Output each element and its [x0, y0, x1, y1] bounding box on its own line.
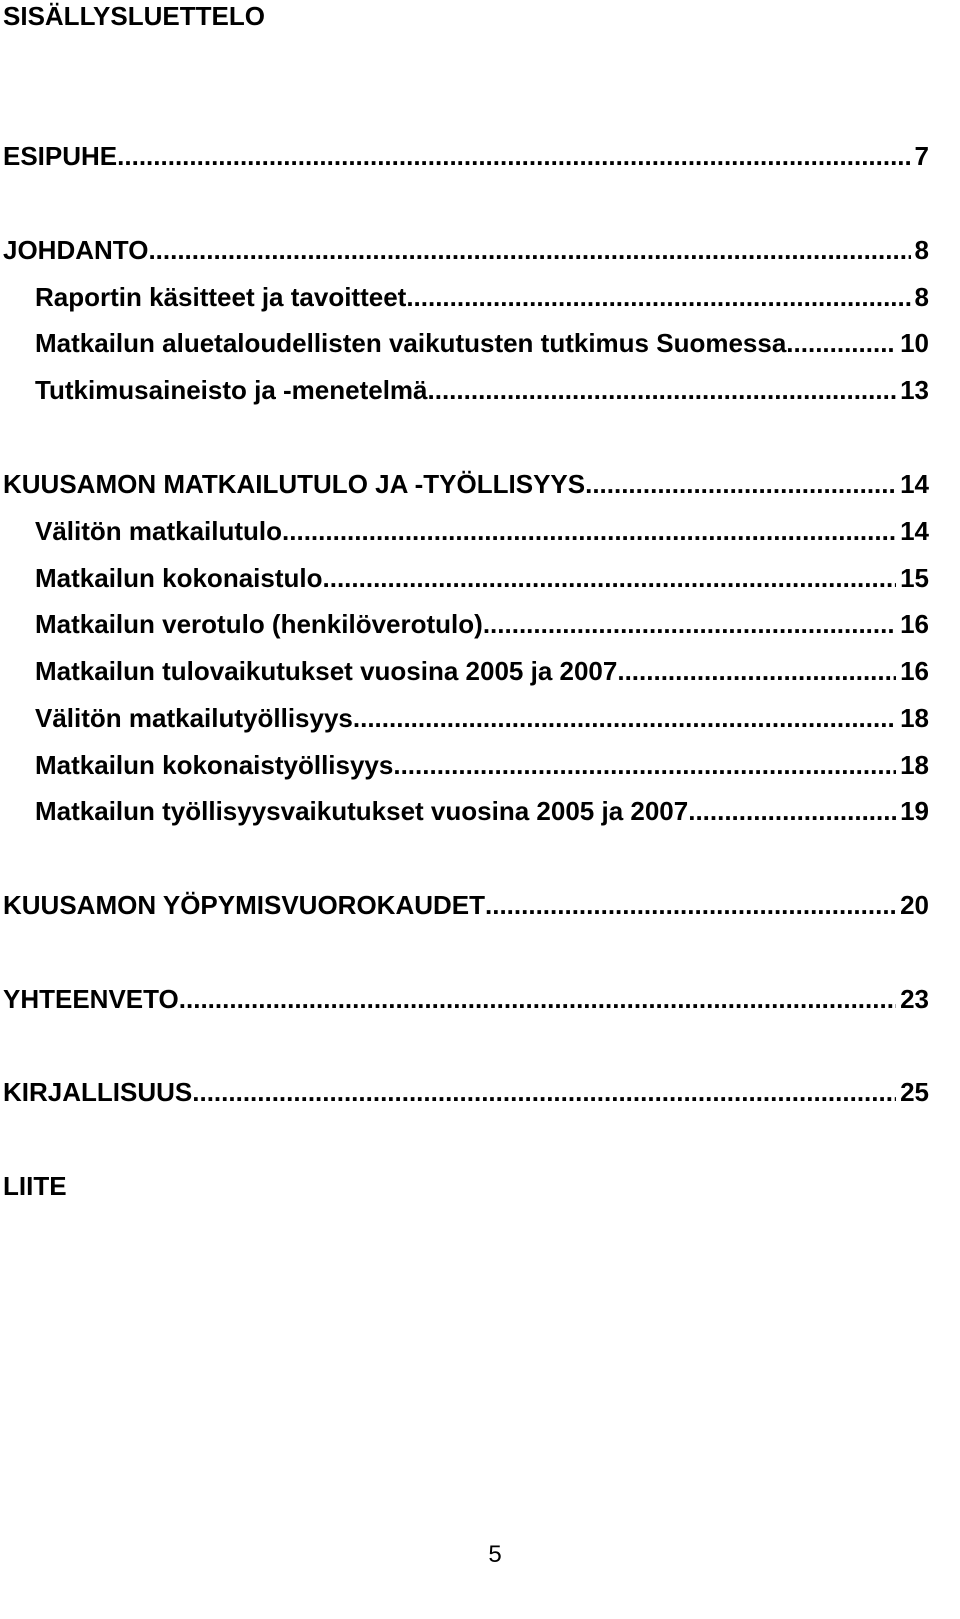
toc-entry-title: KIRJALLISUUS — [3, 1077, 193, 1107]
toc-entry-page: 14 — [900, 516, 929, 546]
dot-leader — [323, 562, 897, 594]
toc-entry-kirjallisuus[interactable] — [3, 1076, 929, 1108]
toc-entry-page: 16 — [900, 656, 929, 686]
toc-entry-page: 19 — [900, 796, 929, 826]
toc-entry-title: KUUSAMON YÖPYMISVUOROKAUDET — [3, 890, 486, 920]
toc-entry-title: Raportin käsitteet ja tavoitteet — [35, 282, 407, 312]
dot-leader — [688, 795, 896, 827]
toc-entry-title: Matkailun työllisyysvaikutukset vuosina 2005 ja 2007 — [35, 796, 689, 826]
toc-entry-title: Välitön matkailutyöllisyys — [35, 703, 353, 733]
dot-leader — [282, 515, 896, 547]
toc-entry-verotulo[interactable] — [35, 608, 929, 640]
toc-entry-liite[interactable] — [3, 1170, 929, 1202]
toc-entry-title: ESIPUHE — [3, 141, 118, 171]
toc-entry-page: 25 — [900, 1077, 929, 1107]
toc-entry-page: 14 — [900, 469, 929, 499]
dot-leader — [483, 608, 896, 640]
dot-leader — [353, 702, 896, 734]
dot-leader — [406, 281, 910, 313]
toc-entry-page: 15 — [900, 563, 929, 593]
toc-entry-johdanto[interactable] — [3, 234, 929, 266]
dot-leader — [786, 327, 896, 359]
dot-leader — [617, 655, 896, 687]
dot-leader — [428, 374, 897, 406]
dot-leader — [148, 234, 910, 266]
dot-leader — [393, 749, 896, 781]
toc-entry-title: JOHDANTO — [3, 235, 149, 265]
toc-entry-page: 7 — [914, 141, 929, 171]
page-number: 5 — [488, 1541, 502, 1568]
toc-entry-esipuhe[interactable] — [3, 140, 929, 172]
toc-entry-title: Tutkimusaineisto ja -menetelmä — [35, 375, 428, 405]
toc-entry-yhteenveto[interactable] — [3, 983, 929, 1015]
toc-entry-title: Välitön matkailutulo — [35, 516, 283, 546]
toc-entry-page: 20 — [900, 890, 929, 920]
toc-entry-title: KUUSAMON MATKAILUTULO JA -TYÖLLISYYS — [3, 469, 586, 499]
toc-entry-tyollisyysvaikutukset[interactable] — [35, 795, 929, 827]
toc-entry-page: 10 — [900, 328, 929, 358]
dot-leader — [585, 468, 896, 500]
toc-entry-title: Matkailun tulovaikutukset vuosina 2005 ja 2007 — [35, 656, 618, 686]
toc-entry-page: 8 — [914, 282, 929, 312]
toc-entry-aluetaloudellisten-vaikutusten[interactable] — [35, 327, 929, 359]
toc-entry-page: 23 — [900, 984, 929, 1014]
toc-entry-valiton-matkailutyollisyys[interactable] — [35, 702, 929, 734]
dot-leader — [192, 1076, 896, 1108]
toc-entry-title: Matkailun aluetaloudellisten vaikutusten tutkimus Suomessa — [35, 328, 787, 358]
toc-entry-title: Matkailun verotulo (henkilöverotulo) — [35, 609, 483, 639]
toc-entry-page: 16 — [900, 609, 929, 639]
dot-leader — [179, 983, 896, 1015]
toc-entry-page: 18 — [900, 703, 929, 733]
toc-entry-page: 8 — [914, 235, 929, 265]
toc-entry-title: YHTEENVETO — [3, 984, 179, 1014]
toc-entry-title: Matkailun kokonaistulo — [35, 563, 323, 593]
toc-entry-page: 18 — [900, 750, 929, 780]
toc-entry-matkailutulo-tyollisyys[interactable] — [3, 468, 929, 500]
toc-entry-tutkimusaineisto[interactable] — [35, 374, 929, 406]
toc-entry-yopymisvuorokaudet[interactable] — [3, 889, 929, 921]
dot-leader — [117, 140, 910, 172]
toc-entry-title: Matkailun kokonaistyöllisyys — [35, 750, 394, 780]
page-title: SISÄLLYSLUETTELO — [3, 1, 265, 31]
toc-entry-kokonaistulo[interactable] — [35, 562, 929, 594]
toc-entry-page: 13 — [900, 375, 929, 405]
toc-entry-raportin-kasitteet[interactable] — [35, 281, 929, 313]
toc-entry-valiton-matkailutulo[interactable] — [35, 515, 929, 547]
toc-entry-kokonaistyollisyys[interactable] — [35, 749, 929, 781]
toc-entry-tulovaikutukset[interactable] — [35, 655, 929, 687]
dot-leader — [485, 889, 896, 921]
toc-entry-title: LIITE — [3, 1171, 67, 1201]
